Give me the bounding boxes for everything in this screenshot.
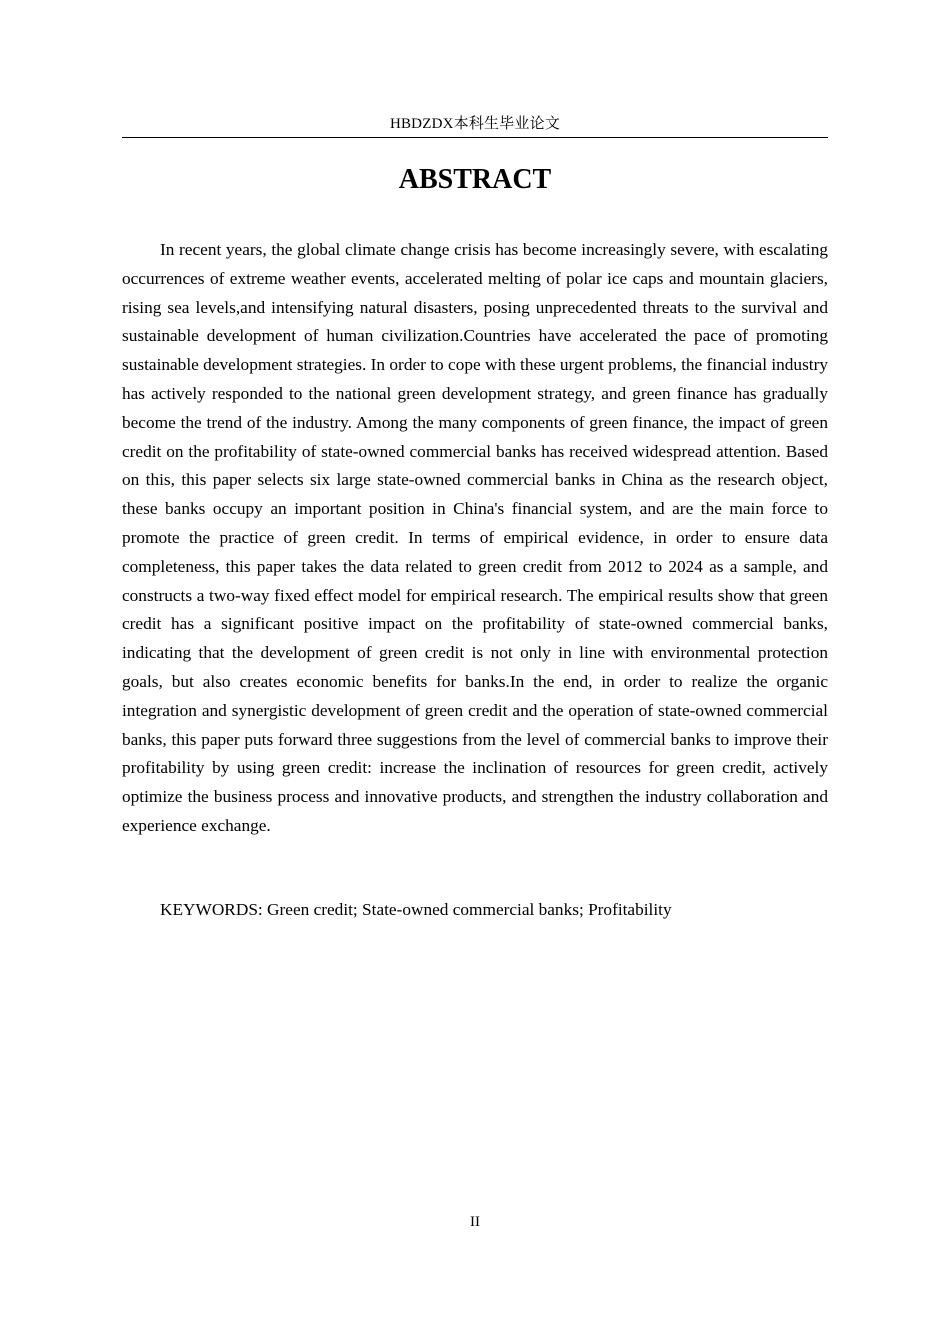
running-header: HBDZDX本科生毕业论文 bbox=[389, 116, 561, 132]
abstract-paragraph: In recent years, the global climate change crisis has become increasingly severe, with escalating occurrences of extreme weather events, accelerated melting of polar ice caps and mountain glaciers, rising sea levels,and intensifying natural disasters, posing unprecedented threats to the survival and sustainable development of human civilization.Countries have accelerated the pace of promoting sustainable development strategies. In order to cope with these urgent problems, the financial industry has actively responded to the national green development strategy, and green finance has gradually become the trend of the industry. Among the many components of green finance, the impact of green credit on the profitability of state-owned commercial banks has received widespread attention. Based on this, this paper selects six large state-owned commercial banks in China as the research object, these banks occupy an important position in China's financial system, and are the main force to promote the practice of green credit. In terms of empirical evidence, in order to ensure data completeness, this paper takes the data related to green credit from 2012 to 2024 as a sample, and constructs a two-way fixed effect model for empirical research. The empirical results show that green credit has a significant positive impact on the profitability of state-owned commercial banks, indicating that the development of green credit is not only in line with environmental protection goals, but also creates economic benefits for banks.In the end, in order to realize the organic integration and synergistic development of green credit and the operation of state-owned commercial banks, this paper puts forward three suggestions from the level of commercial banks to improve their profitability by using green credit: increase the inclination of resources for green credit, actively optimize the business process and innovative products, and strengthen the industry collaboration and experience exchange. bbox=[122, 240, 828, 835]
header-divider bbox=[122, 137, 828, 138]
page-number: II bbox=[470, 1214, 480, 1230]
page-title: ABSTRACT bbox=[398, 164, 552, 195]
keywords-line: KEYWORDS: Green credit; State-owned commercial banks; Profitability bbox=[160, 900, 672, 919]
